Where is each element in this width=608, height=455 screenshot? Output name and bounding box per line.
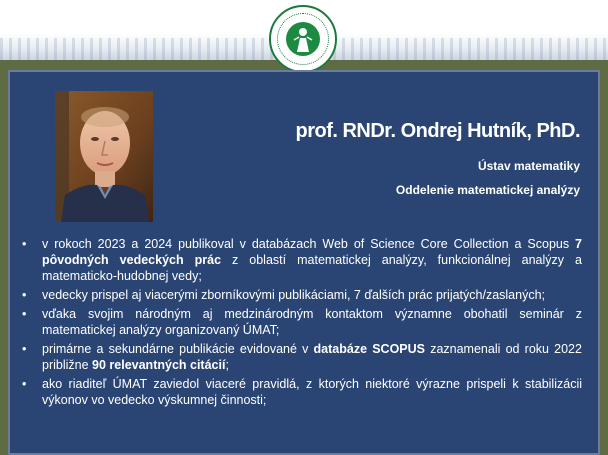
list-item-text: vedecky prispel aj viacerými zborníkovými publikáciami, 7 ďalších prác prijatých/zaslaných; [42,288,546,302]
list-item-text: primárne a sekundárne publikácie evidované v [42,342,314,356]
list-item-text: v rokoch 2023 a 2024 publikoval v databázach Web of Science Core Collection a Scopus [42,237,576,251]
list-item [22,287,582,303]
list-item-text: vďaka svojim národným aj medzinárodným kontaktom významne obohatil seminár z matematickej analýzy organizovaný ÚMAT; [42,307,582,337]
division-title: Oddelenie matematickej analýzy [395,183,580,197]
portrait-photo [55,91,153,222]
list-item-text: z oblastí matematickej analýzy, funkcionálnej analýzy a matematicko-hudobnej vedy; [42,253,582,283]
list-item-highlight: 7 pôvodných vedeckých prác [42,237,582,267]
bullet-icon: • [22,307,27,321]
list-item-highlight: databáze SCOPUS [313,342,426,356]
list-item [22,341,582,373]
list-item-text: ako riaditeľ ÚMAT zaviedol viaceré pravidlá, z ktorých niektoré výrazne prispeli k stabilizácii výkonov vo vedecko výskumnej činnosti; [42,377,582,407]
seal-figure-icon [286,22,320,56]
list-item-text: ; [225,358,229,372]
list-item [22,306,582,338]
university-seal-logo [269,5,337,73]
list-item [22,376,582,408]
list-item [22,236,582,284]
person-name: prof. RNDr. Ondrej Hutník, PhD. [295,120,580,142]
bullet-icon: • [22,377,27,391]
achievements-list [22,236,582,411]
list-item-text: zaznamenali od roku 2022 približne [42,342,582,372]
bullet-icon: • [22,237,27,251]
bullet-icon: • [22,288,27,302]
person-portrait-image [55,91,153,222]
department-title: Ústav matematiky [477,159,580,173]
seal-center [286,22,320,56]
bullet-icon: • [22,342,27,356]
list-item-highlight: 90 relevantných citácií [92,358,226,372]
